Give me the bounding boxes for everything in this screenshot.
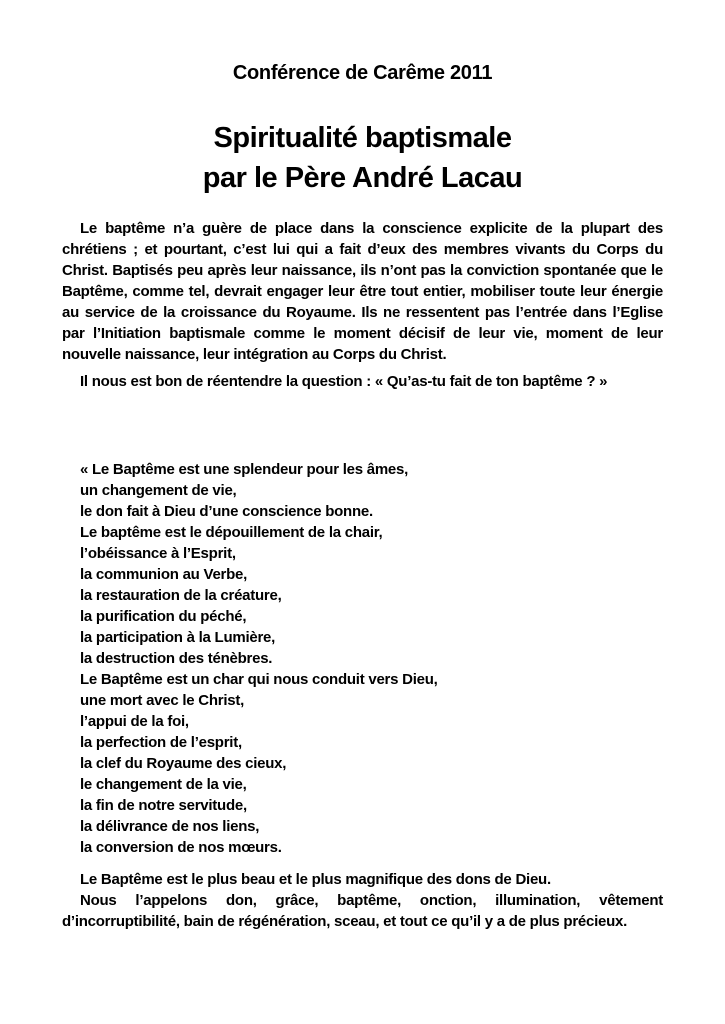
poem-line: la perfection de l’esprit, [80,734,242,751]
poem-line: la communion au Verbe, [80,566,248,583]
poem-line: une mort avec le Christ, [80,692,245,709]
document-title-block [0,118,725,198]
document-title: Spiritualité baptismale [213,122,512,154]
poem-line: la participation à la Lumière, [80,629,276,646]
closing-section [62,869,663,932]
poem-line: la conversion de nos mœurs. [80,839,282,856]
poem-line: la clef du Royaume des cieux, [80,755,287,772]
baptism-poem [80,459,670,858]
poem-line: Le Baptême est un char qui nous conduit vers Dieu, [80,671,438,688]
poem-line: l’obéissance à l’Esprit, [80,545,236,562]
poem-line: le don fait à Dieu d’une conscience bonne. [80,503,373,520]
intro-paragraph: Le baptême n’a guère de place dans la conscience explicite de la plupart des chrétiens ; et pourtant, c’est lui qui a fait d’eux des membres vivants du Corps du Christ. Baptisés peu après leur naissance, ils n’ont pas la conviction spontanée que le Baptême, comme tel, devrait engager leur être tout entier, mobiliser toute leur énergie au service de la croissance du Royaume. Ils ne ressentent pas l’entrée dans l’Eglise par l’Initiation baptismale comme le moment décisif de leur vie, moment de leur nouvelle naissance, leur intégration au Corps du Christ. [62,220,663,363]
question-paragraph: Il nous est bon de réentendre la question : « Qu’as-tu fait de ton baptême ? » [80,373,608,390]
poem-line: « Le Baptême est une splendeur pour les âmes, [80,461,409,478]
poem-line: la délivrance de nos liens, [80,818,260,835]
poem-line: la restauration de la créature, [80,587,282,604]
closing-paragraph: Nous l’appelons don, grâce, baptême, onction, illumination, vêtement d’incorruptibilité, bain de régénération, sceau, et tout ce qu’il y a de plus précieux. [62,892,663,930]
poem-line: la purification du péché, [80,608,247,625]
intro-section [62,218,663,392]
conference-title: Conférence de Carême 2011 [232,62,493,84]
poem-line: Le baptême est le dépouillement de la chair, [80,524,383,541]
poem-line: le changement de la vie, [80,776,247,793]
poem-line: un changement de vie, [80,482,237,499]
closing-paragraph: Le Baptême est le plus beau et le plus magnifique des dons de Dieu. [80,871,551,888]
poem-line: l’appui de la foi, [80,713,189,730]
author-line: par le Père André Lacau [202,162,523,194]
poem-line: la fin de notre servitude, [80,797,247,814]
poem-line: la destruction des ténèbres. [80,650,273,667]
